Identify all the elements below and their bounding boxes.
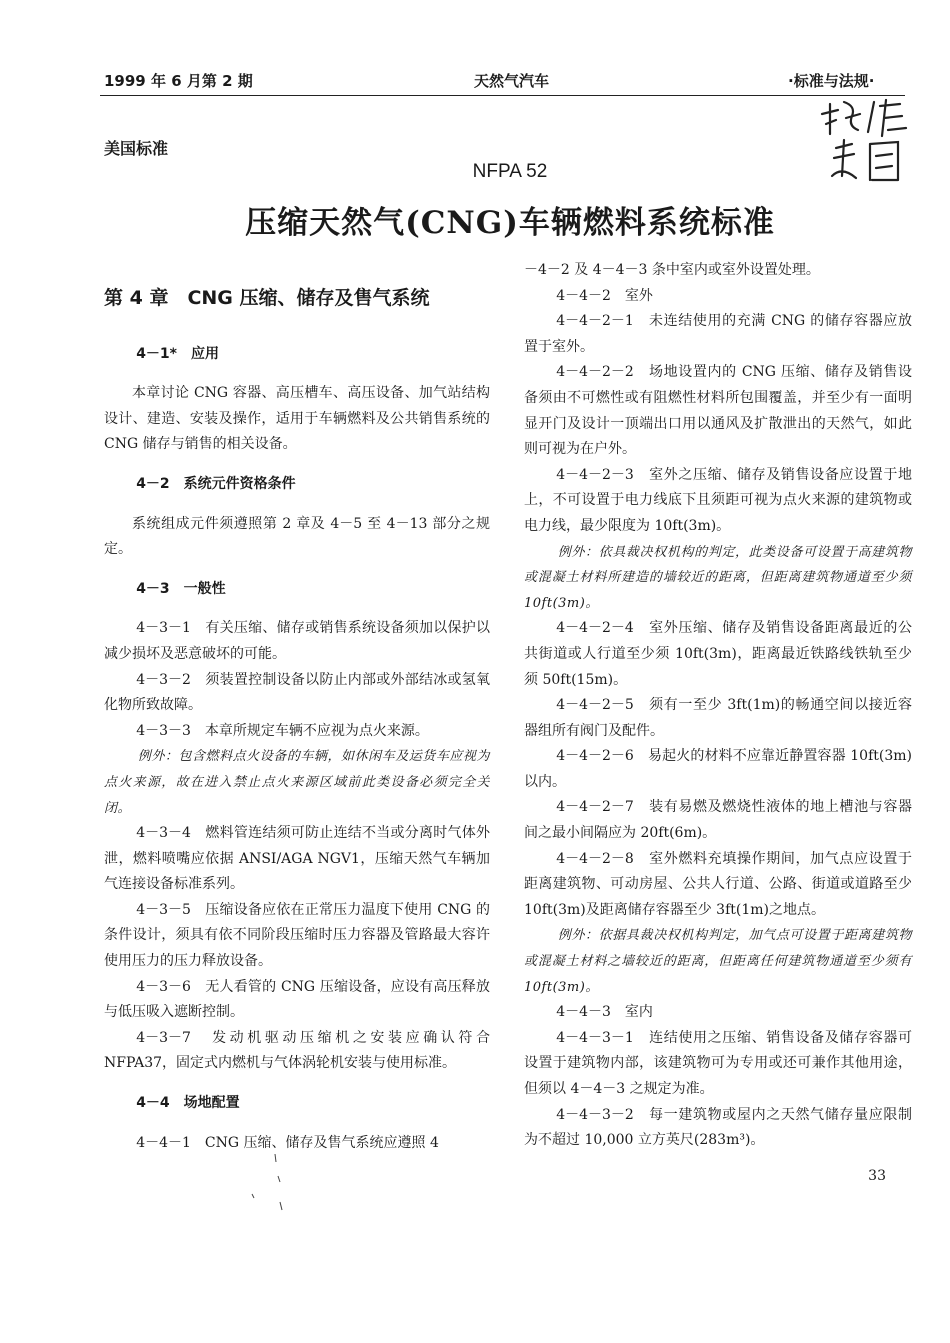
header-journal: 天然气汽车 [474,72,550,90]
exception-note: 例外：依具裁决权机构的判定，此类设备可设置于高建筑物或混凝土材料所建造的墙较近的距离，但距离建筑物通道至少须 10ft(3m)。 [524,544,912,611]
clause: 4－4－2－1 未连结使用的充满 CNG 的储存容器应放置于室外。 [524,313,912,355]
clause: 4－4－3－2 每一建筑物或屋内之天然气储存量应限制为不超过 10,000 立方英尺(283m³)。 [524,1106,912,1149]
clause: 4－4－2－6 易起火的材料不应靠近静置容器 10ft(3m)以内。 [524,748,912,790]
page-number: 33 [868,1168,886,1184]
scan-specks [240,1150,300,1220]
clause: 4－3－2 须装置控制设备以防止内部或外部结冰或氢氧化物所致故障。 [104,671,490,714]
subsection-heading: 4－4－3 室内 [556,1004,653,1021]
subsection-heading: 4－4－2 室外 [556,287,653,304]
clause: 4－3－4 燃料管连结须可防止连结不当或分离时气体外泄，燃料喷嘴应依据 ANSI/AGA NGV1，压缩天然气车辆加气连接设备标准系列。 [104,825,490,893]
clause: 4－3－1 有关压缩、储存或销售系统设备须加以保护以减少损坏及恶意破坏的可能。 [104,620,490,662]
clause: 4－4－2－8 室外燃料充填操作期间，加气点应设置于距离建筑物、可动房屋、公共人行道、公路、街道或道路至少 10ft(3m)及距离储存容器至少 3ft(1m)之地点。 [524,850,912,918]
clause: 4－4－2－5 须有一至少 3ft(1m)的畅通空间以接近容器组所有阀门及配件。 [524,697,912,739]
clause: 4－4－2－7 装有易燃及燃烧性液体的地上槽池与容器间之最小间隔应为 20ft(6m)。 [524,799,912,842]
clause: 4－3－3 本章所规定车辆不应视为点火来源。 [136,722,429,739]
paragraph: 系统组成元件须遵照第 2 章及 4－5 至 4－13 部分之规定。 [104,515,490,558]
page-title: 压缩天然气(CNG)车辆燃料系统标准 [245,205,775,241]
clause: 4－4－2－3 室外之压缩、储存及销售设备应设置于地上，不可设置于电力线底下且须距可视为点火来源的建筑物或电力线，最少限度为 10ft(3m)。 [524,466,912,534]
standard-code: NFPA 52 [472,161,548,182]
clause: 4－3－6 无人看管的 CNG 压缩设备，应设有高压释放与低压吸入遮断控制。 [104,978,490,1021]
region-label: 美国标准 [104,139,169,158]
exception-note: 例外：依据具裁决权机构判定，加气点可设置于距离建筑物或混凝土材料之墙较近的距离，但距离任何建筑物通道至少须有 10ft(3m)。 [524,928,912,995]
section-heading: 4－4 场地配置 [136,1095,240,1112]
clause: 4－4－2－2 场地设置内的 CNG 压缩、储存及销售设备须由不可燃性或有阻燃性材料所包围覆盖，并至少有一面明显开门及设计一顶端出口用以通风及扩散泄出的天然气，如此则可视为在户外。 [524,364,912,458]
clause: 4－4－2－4 室外压缩、储存及销售设备距离最近的公共街道或人行道至少须 10ft(3m)，距离最近铁路线铁轨至少须 50ft(15m)。 [524,620,912,688]
clause: 4－3－7 发动机驱动压缩机之安装应确认符合 NFPA37，固定式内燃机与气体涡轮机安装与使用标准。 [104,1029,490,1072]
header-issue: 1999 年 6 月第 2 期 [104,72,253,90]
section-heading: 4－1* 应用 [136,345,219,362]
header-section: ·标准与法规· [788,72,875,90]
chapter-heading: 第 4 章 CNG 压缩、储存及售气系统 [104,287,430,309]
clause: 4－4－1 CNG 压缩、储存及售气系统应遵照 4 [136,1134,439,1151]
section-heading: 4－3 一般性 [136,580,226,597]
left-column [104,258,490,1156]
header-rule [100,95,905,96]
clause: 4－4－3－1 连结使用之压缩、销售设备及储存容器可设置于建筑物内部，该建筑物可为专用或还可兼作其他用途，但须以 4－4－3 之规定为准。 [524,1029,912,1097]
continuation-text: －4－2 及 4－4－3 条中室内或室外设置处理。 [524,262,820,278]
clause: 4－3－5 压缩设备应依在正常压力温度下使用 CNG 的条件设计，须具有依不同阶段压缩时压力容器及管路最大容许使用压力的压力释放设备。 [104,901,490,970]
right-column [524,258,912,1154]
exception-note: 例外：包含燃料点火设备的车辆，如休闲车及运货车应视为点火来源，故在进入禁止点火来源区域前此类设备必须完全关闭。 [104,749,490,816]
section-heading: 4－2 系统元件资格条件 [136,475,296,492]
paragraph: 本章讨论 CNG 容器、高压槽车、高压设备、加气站结构设计、建造、安装及操作，适用于车辆燃料及公共销售系统的 CNG 储存与销售的相关设备。 [104,385,490,453]
